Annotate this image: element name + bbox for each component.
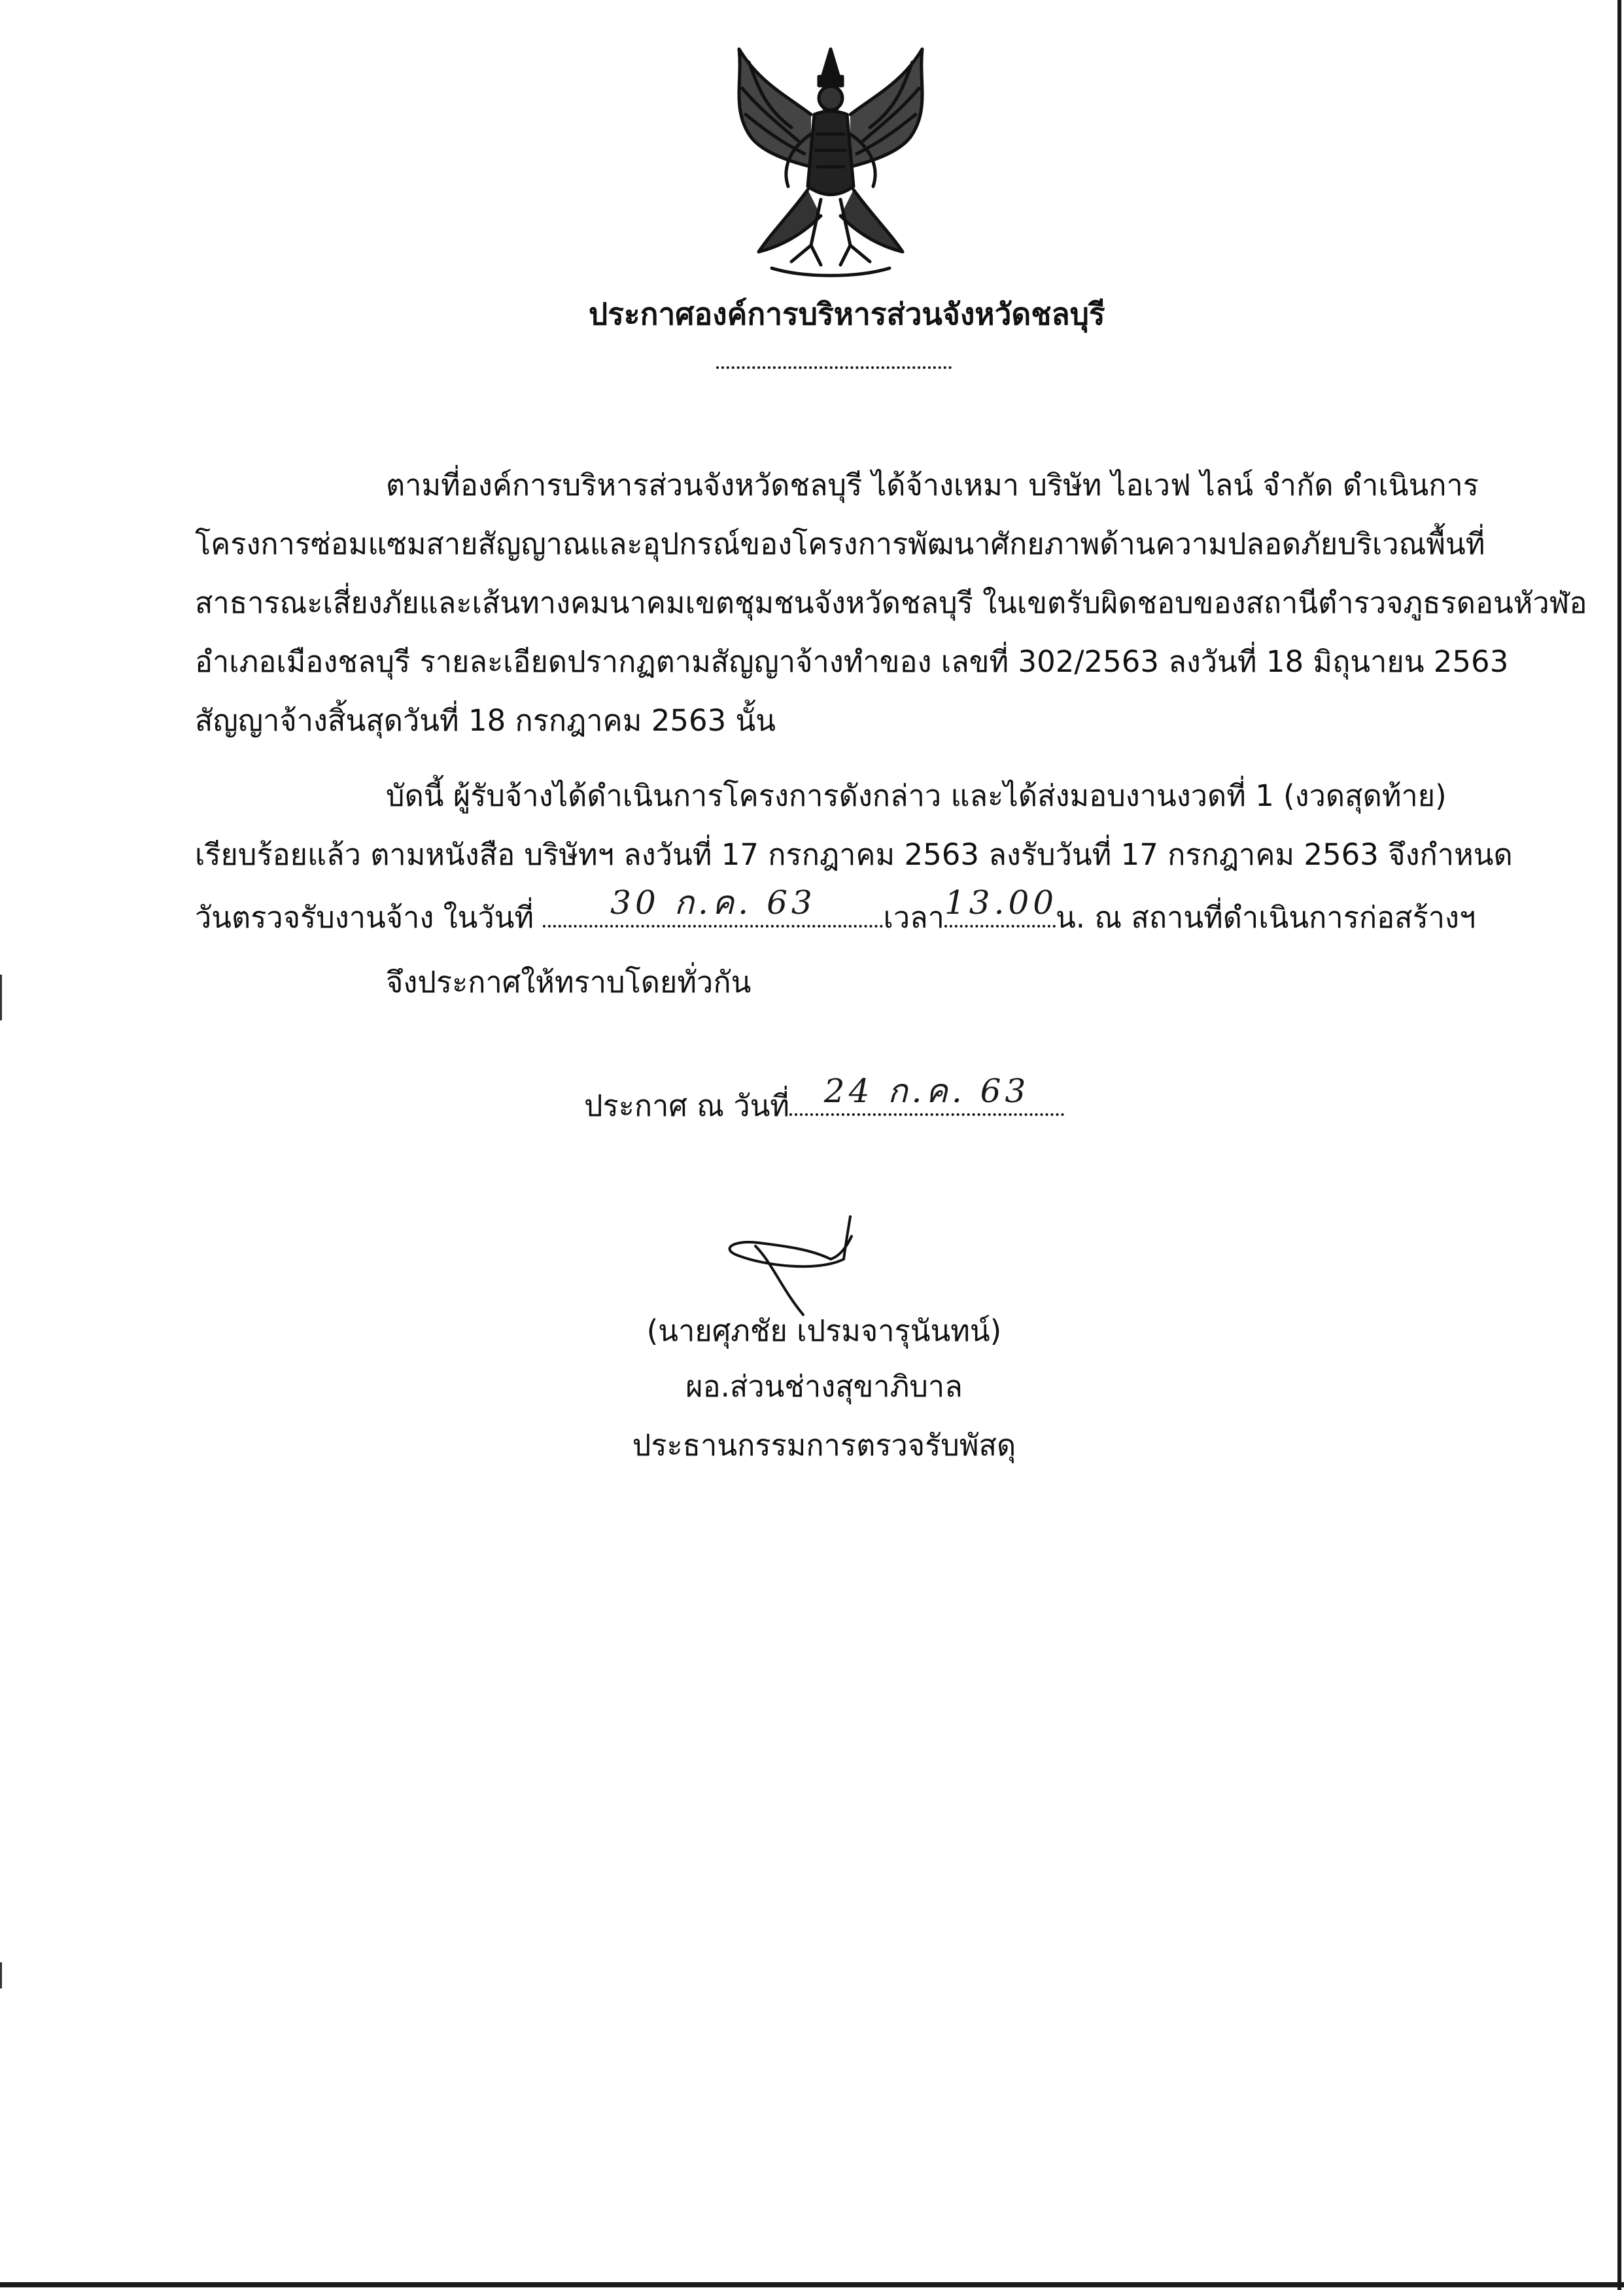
inspection-date-field: [543, 884, 883, 928]
paragraph-2-line-3: [195, 884, 1476, 937]
scan-edge-mark: [0, 975, 2, 1020]
announcement-date-label: ประกาศ ณ วันที่: [584, 1088, 790, 1123]
inspection-date-label: วันตรวจรับงานจ้าง ในวันที่: [195, 900, 534, 935]
announcement-date-line: [584, 1072, 1064, 1126]
closing-statement: จึงประกาศให้ทราบโดยทั่วกัน: [386, 965, 752, 999]
announcement-date-handwritten: 24 ก.ค. 63: [823, 1072, 1030, 1110]
paragraph-1-line-4: อำเภอเมืองชลบุรี รายละเอียดปรากฏตามสัญญาจ้างทำของ เลขที่ 302/2563 ลงวันที่ 18 มิถุนายน 2563: [195, 644, 1509, 679]
handwritten-signature: [706, 1210, 876, 1321]
scan-edge-right: [1617, 0, 1621, 2290]
paragraph-1-line-5: สัญญาจ้างสิ้นสุดวันที่ 18 กรกฎาคม 2563 นั้น: [195, 703, 776, 738]
inspection-time-label: เวลา: [883, 900, 944, 935]
garuda-emblem-icon: [713, 36, 948, 285]
title-separator: [716, 366, 952, 369]
paragraph-1-line-2: โครงการซ่อมแซมสายสัญญาณและอุปกรณ์ของโครงการพัฒนาศักยภาพด้านความปลอดภัยบริเวณพื้นที่: [195, 527, 1485, 561]
inspection-date-handwritten: 30 ก.ค. 63: [610, 884, 816, 922]
inspection-time-handwritten: 13.00: [944, 884, 1058, 922]
paragraph-1-line-1: ตามที่องค์การบริหารส่วนจังหวัดชลบุรี ได้จ้างเหมา บริษัท ไอเวฟ ไลน์ จำกัด ดำเนินการ: [386, 468, 1479, 502]
inspection-time-field: [944, 884, 1058, 928]
signatory-position: ผอ.ส่วนช่างสุขาภิบาล: [685, 1369, 963, 1404]
scan-edge-mark: [0, 1962, 2, 1988]
inspection-location-text: น. ณ สถานที่ดำเนินการก่อสร้างฯ: [1055, 900, 1476, 935]
signatory-role: ประธานกรรมการตรวจรับพัสดุ: [632, 1428, 1016, 1463]
paragraph-2-line-2: เรียบร้อยแล้ว ตามหนังสือ บริษัทฯ ลงวันที่ 17 กรกฎาคม 2563 ลงรับวันที่ 17 กรกฎาคม 2563 จึงกำหนด: [195, 837, 1513, 872]
scan-edge-bottom: [0, 2282, 1624, 2287]
signatory-name: (นายศุภชัย เปรมจารุนันทน์): [646, 1313, 1002, 1348]
announcement-date-field: [789, 1072, 1064, 1116]
document-title: ประกาศองค์การบริหารส่วนจังหวัดชลบุรี: [589, 296, 1105, 332]
paragraph-1-line-3: สาธารณะเสี่ยงภัยและเส้นทางคมนาคมเขตชุมชนจังหวัดชลบุรี ในเขตรับผิดชอบของสถานีตำรวจภูธรดอนหัวฬ่อ: [195, 585, 1587, 620]
paragraph-2-line-1: บัดนี้ ผู้รับจ้างได้ดำเนินการโครงการดังกล่าว และได้ส่งมอบงานงวดที่ 1 (งวดสุดท้าย): [386, 778, 1447, 813]
